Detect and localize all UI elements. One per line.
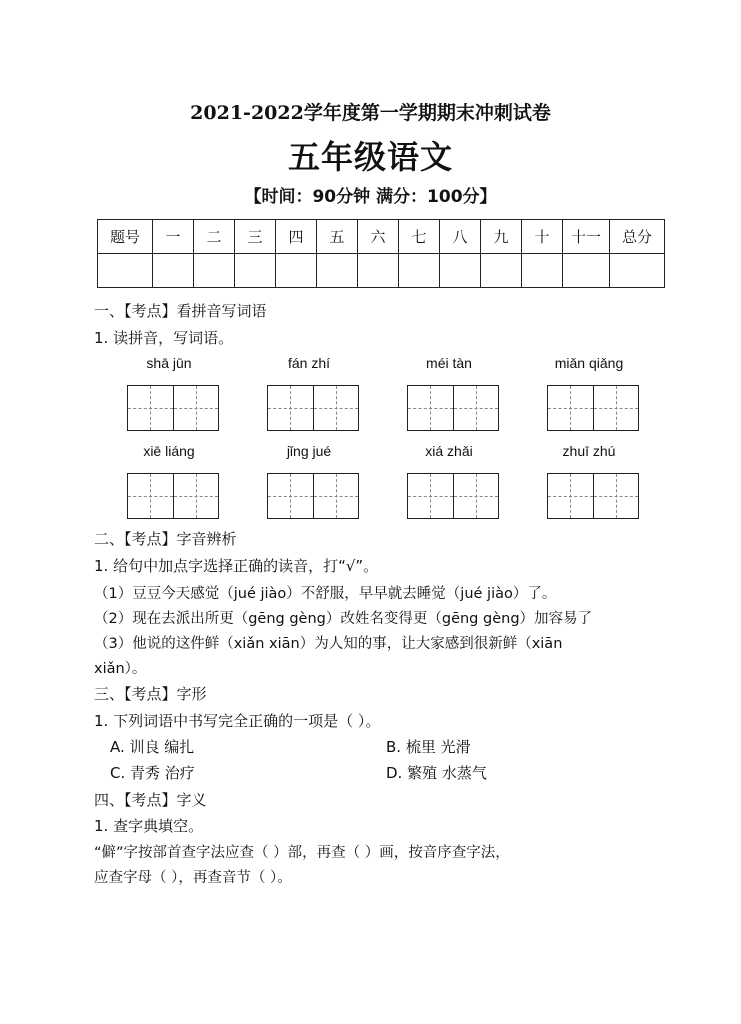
section2-heading: 二、【考点】字音辨析 [94,530,237,548]
pinyin-label: fán zhí [287,355,331,371]
writing-grid[interactable] [127,385,219,431]
score-cell[interactable] [440,254,481,288]
option-b[interactable]: B. 梳里 光滑 [386,738,471,756]
score-cell[interactable] [358,254,399,288]
score-cell[interactable] [563,254,610,288]
score-header-cell: 十 [522,220,563,254]
section1-question: 1. 读拼音，写词语。 [94,329,234,347]
exam-meta: 【时间：90分钟 满分：100分】 [244,187,497,207]
score-header-cell: 二 [194,220,235,254]
writing-grid[interactable] [407,385,499,431]
exam-subject-title: 五年级语文 [287,138,453,176]
score-header-cell: 九 [481,220,522,254]
score-table-header-row [98,220,665,254]
section2-line: （3）他说的这件鲜（xiǎn xiān）为人知的事，让大家感到很新鲜（xiān [94,636,563,652]
writing-grid[interactable] [127,473,219,519]
pinyin-label: miǎn qiǎng [554,355,624,371]
score-header-cell: 三 [235,220,276,254]
score-header-cell: 七 [399,220,440,254]
section2-line: xiǎn）。 [94,661,147,677]
section4-line: “僻”字按部首查字法应查（ ）部，再查（ ）画，按音序查字法， [94,845,510,861]
score-cell[interactable] [194,254,235,288]
score-cell[interactable] [522,254,563,288]
score-header-cell: 一 [153,220,194,254]
option-d[interactable]: D. 繁殖 水蒸气 [386,764,487,782]
score-cell[interactable] [399,254,440,288]
section4-question: 1. 查字典填空。 [94,817,204,835]
score-header-cell: 题号 [98,220,153,254]
score-table-blank-row [98,254,665,288]
option-c[interactable]: C. 青秀 治疗 [110,764,195,782]
score-cell[interactable] [610,254,665,288]
score-cell[interactable] [317,254,358,288]
section3-question: 1. 下列词语中书写完全正确的一项是（ ）。 [94,712,381,730]
section4-line: 应查字母（ ），再查音节（ ）。 [94,870,292,886]
score-header-cell: 四 [276,220,317,254]
writing-grid[interactable] [407,473,499,519]
score-cell[interactable] [276,254,317,288]
pinyin-label: xiá zhǎi [425,443,473,459]
score-cell[interactable] [153,254,194,288]
pinyin-label: xiē liáng [143,443,195,459]
exam-year-title: 2021-2022学年度第一学期期末冲刺试卷 [190,102,551,124]
score-cell[interactable] [481,254,522,288]
section2-line: （1）豆豆今天感觉（jué jiào）不舒服，早早就去睡觉（jué jiào）了。 [94,586,557,602]
section2-line: （2）现在去派出所更（gēng gèng）改姓名变得更（gēng gèng）加容易了 [94,611,593,627]
section2-question: 1. 给句中加点字选择正确的读音，打“√”。 [94,557,379,575]
pinyin-label: méi tàn [426,355,472,371]
score-cell[interactable] [98,254,153,288]
score-header-cell: 十一 [563,220,610,254]
writing-grid[interactable] [547,473,639,519]
section3-heading: 三、【考点】字形 [94,685,207,703]
score-header-cell: 总分 [610,220,665,254]
score-header-cell: 六 [358,220,399,254]
pinyin-label: jǐng jué [286,443,332,459]
option-a[interactable]: A. 训良 编扎 [110,738,195,756]
pinyin-label: shā jūn [146,355,192,371]
pinyin-label: zhuī zhú [562,443,616,459]
score-header-cell: 八 [440,220,481,254]
section4-heading: 四、【考点】字义 [94,791,207,809]
score-table [97,219,665,288]
writing-grid[interactable] [267,473,359,519]
section1-heading: 一、【考点】看拼音写词语 [94,302,267,320]
writing-grid[interactable] [547,385,639,431]
score-cell[interactable] [235,254,276,288]
score-header-cell: 五 [317,220,358,254]
writing-grid[interactable] [267,385,359,431]
